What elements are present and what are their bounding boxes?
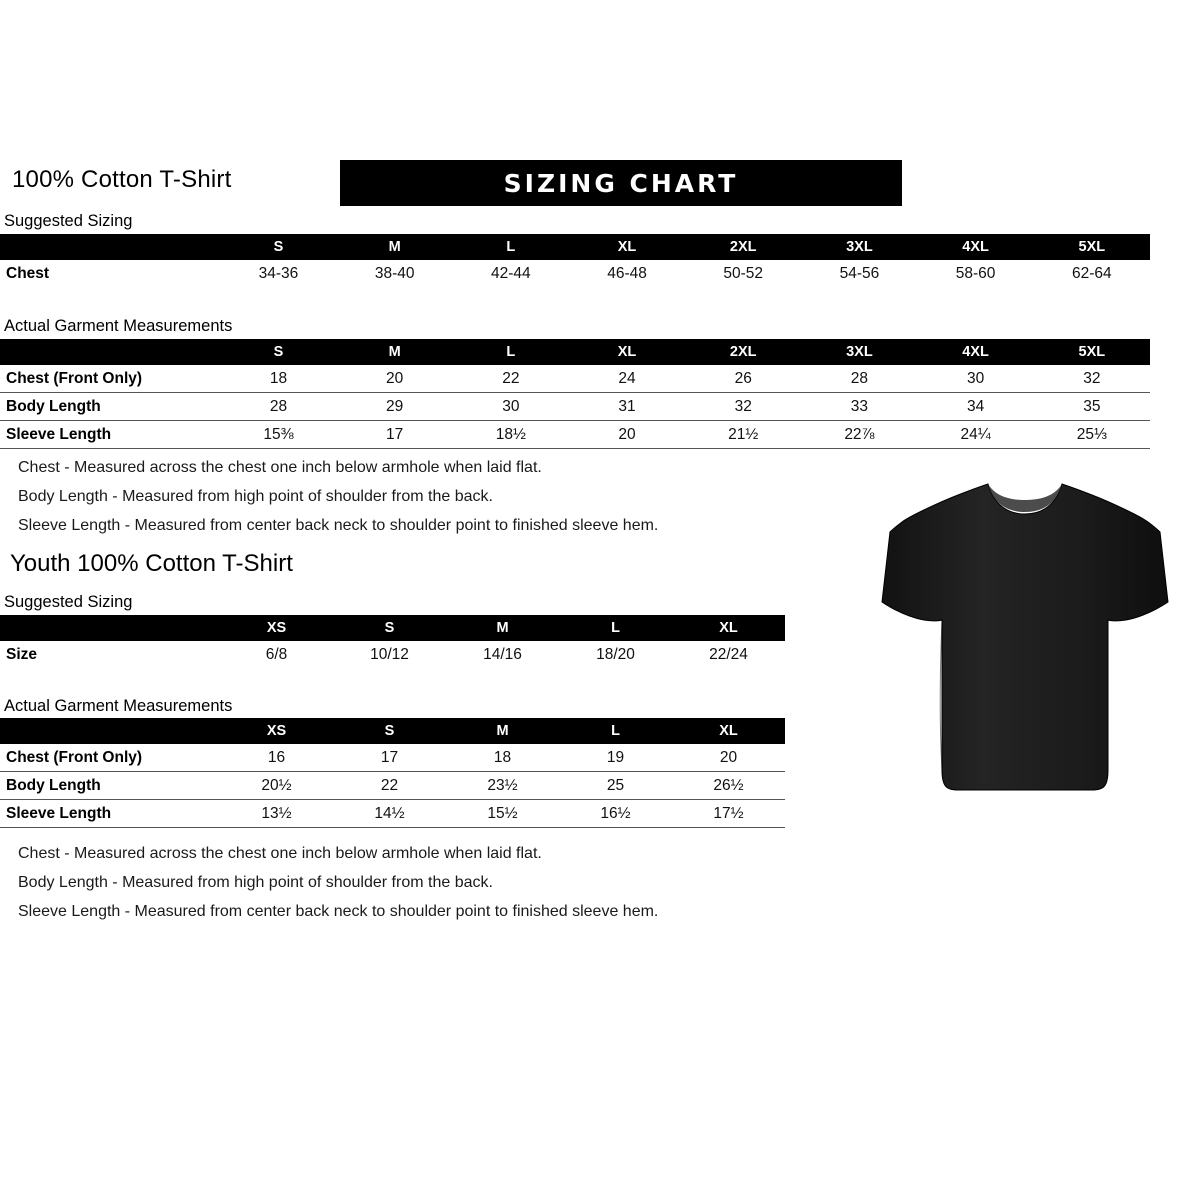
youth-suggested-col-header: M xyxy=(446,615,559,641)
adult-actual-col-header: M xyxy=(337,339,453,365)
youth-actual-cell: 26½ xyxy=(672,772,785,800)
adult-note-sleeve-length: Sleeve Length - Measured from center back neck to shoulder point to finished sleeve hem. xyxy=(18,517,659,534)
youth-suggested-cell: 6/8 xyxy=(265,645,288,663)
table-header-row xyxy=(0,615,785,641)
adult-suggested-cell: 62-64 xyxy=(1072,264,1112,282)
adult-actual-col-header: 2XL xyxy=(685,339,801,365)
youth-actual-cell: 13½ xyxy=(220,800,333,828)
youth-actual-col-header: XS xyxy=(220,718,333,744)
adult-suggested-col-header: L xyxy=(453,234,569,260)
adult-actual-cell: 33 xyxy=(801,393,917,421)
youth-actual-cell: 18 xyxy=(446,744,559,772)
youth-actual-col-header xyxy=(0,718,220,744)
adult-suggested-cell: 58-60 xyxy=(955,264,996,282)
adult-suggested-cell: 54-56 xyxy=(839,264,880,282)
youth-actual-cell: 15½ xyxy=(446,800,559,828)
adult-actual-cell: 32 xyxy=(1034,365,1150,393)
adult-actual-col-header: 4XL xyxy=(918,339,1034,365)
adult-actual-row-label: Sleeve Length xyxy=(0,421,220,449)
adult-actual-cell: 35 xyxy=(1034,393,1150,421)
table-row xyxy=(0,641,785,668)
adult-suggested-sizing-table xyxy=(0,234,1150,287)
table-row xyxy=(0,260,1150,287)
youth-note-body-length: Body Length - Measured from high point of shoulder from the back. xyxy=(18,874,493,891)
table-row xyxy=(0,393,1150,421)
youth-suggested-col-header: S xyxy=(333,615,446,641)
adult-suggested-col-header: 3XL xyxy=(801,234,917,260)
youth-suggested-cell: 10/12 xyxy=(370,645,409,663)
adult-suggested-col-header: M xyxy=(337,234,453,260)
youth-note-sleeve-length: Sleeve Length - Measured from center back neck to shoulder point to finished sleeve hem. xyxy=(18,903,659,920)
youth-actual-cell: 23½ xyxy=(446,772,559,800)
adult-suggested-cell: 38-40 xyxy=(374,264,415,282)
adult-actual-cell: 28 xyxy=(801,365,917,393)
adult-actual-measurements-table xyxy=(0,339,1150,449)
adult-actual-cell: 21½ xyxy=(685,421,801,449)
adult-actual-cell: 20 xyxy=(337,365,453,393)
adult-actual-col-header: XL xyxy=(569,339,685,365)
adult-actual-col-header: S xyxy=(220,339,336,365)
adult-actual-cell: 24 xyxy=(569,365,685,393)
adult-actual-cell: 29 xyxy=(337,393,453,421)
adult-actual-cell: 30 xyxy=(453,393,569,421)
youth-suggested-cell: 18/20 xyxy=(596,645,635,663)
adult-actual-cell: 30 xyxy=(918,365,1034,393)
adult-actual-cell: 22⅞ xyxy=(801,421,917,449)
adult-actual-cell: 34 xyxy=(918,393,1034,421)
adult-note-chest: Chest - Measured across the chest one inch below armhole when laid flat. xyxy=(18,459,542,476)
youth-actual-cell: 20½ xyxy=(220,772,333,800)
youth-actual-cell: 16½ xyxy=(559,800,672,828)
adult-suggested-col-header: 2XL xyxy=(685,234,801,260)
youth-actual-cell: 17½ xyxy=(672,800,785,828)
table-header-row xyxy=(0,339,1150,365)
youth-suggested-caption: Suggested Sizing xyxy=(4,593,133,611)
adult-actual-cell: 26 xyxy=(685,365,801,393)
adult-actual-cell: 28 xyxy=(220,393,336,421)
youth-note-chest: Chest - Measured across the chest one inch below armhole when laid flat. xyxy=(18,845,542,862)
youth-actual-cell: 17 xyxy=(333,744,446,772)
youth-actual-col-header: S xyxy=(333,718,446,744)
table-row xyxy=(0,744,785,772)
adult-actual-cell: 32 xyxy=(685,393,801,421)
adult-suggested-cell: 50-52 xyxy=(723,264,764,282)
table-row xyxy=(0,800,785,828)
adult-actual-cell: 18½ xyxy=(453,421,569,449)
youth-actual-cell: 20 xyxy=(672,744,785,772)
adult-suggested-col-header xyxy=(0,234,220,260)
adult-suggested-row-label: Chest xyxy=(6,264,50,282)
adult-actual-col-header: L xyxy=(453,339,569,365)
adult-actual-row-label: Body Length xyxy=(0,393,220,421)
table-header-row xyxy=(0,718,785,744)
youth-suggested-cell: 14/16 xyxy=(483,645,522,663)
youth-product-title: Youth 100% Cotton T-Shirt xyxy=(10,550,293,577)
product-image-tshirt xyxy=(880,470,1170,820)
tshirt-icon xyxy=(880,470,1170,820)
adult-actual-cell: 25⅓ xyxy=(1034,421,1150,449)
youth-actual-measurements-table xyxy=(0,718,785,828)
youth-actual-row-label: Chest (Front Only) xyxy=(0,744,220,772)
youth-actual-cell: 22 xyxy=(333,772,446,800)
adult-actual-col-header xyxy=(0,339,220,365)
sizing-chart-banner-label: SIZING CHART xyxy=(503,168,739,198)
table-row xyxy=(0,365,1150,393)
youth-suggested-col-header: XS xyxy=(220,615,333,641)
adult-suggested-col-header: 4XL xyxy=(918,234,1034,260)
adult-actual-cell: 31 xyxy=(569,393,685,421)
youth-actual-cell: 16 xyxy=(220,744,333,772)
adult-actual-row-label: Chest (Front Only) xyxy=(0,365,220,393)
adult-suggested-cell: 42-44 xyxy=(491,264,531,282)
adult-suggested-caption: Suggested Sizing xyxy=(4,212,133,230)
youth-actual-cell: 14½ xyxy=(333,800,446,828)
adult-suggested-col-header: S xyxy=(220,234,336,260)
adult-actual-col-header: 3XL xyxy=(801,339,917,365)
youth-actual-caption: Actual Garment Measurements xyxy=(4,697,233,715)
sizing-chart-banner xyxy=(340,160,902,206)
adult-suggested-col-header: 5XL xyxy=(1034,234,1150,260)
adult-actual-cell: 15⅜ xyxy=(220,421,336,449)
adult-product-title: 100% Cotton T-Shirt xyxy=(12,166,232,193)
adult-suggested-col-header: XL xyxy=(569,234,685,260)
adult-actual-cell: 18 xyxy=(220,365,336,393)
youth-suggested-col-header xyxy=(0,615,220,641)
adult-suggested-cell: 34-36 xyxy=(258,264,299,282)
adult-actual-caption: Actual Garment Measurements xyxy=(4,317,233,335)
youth-actual-cell: 19 xyxy=(559,744,672,772)
youth-actual-col-header: XL xyxy=(672,718,785,744)
youth-suggested-col-header: L xyxy=(559,615,672,641)
adult-actual-cell: 17 xyxy=(337,421,453,449)
youth-suggested-row-label: Size xyxy=(6,645,38,663)
youth-actual-row-label: Body Length xyxy=(0,772,220,800)
youth-suggested-cell: 22/24 xyxy=(709,645,748,663)
adult-actual-cell: 20 xyxy=(569,421,685,449)
adult-actual-cell: 22 xyxy=(453,365,569,393)
youth-actual-cell: 25 xyxy=(559,772,672,800)
youth-actual-col-header: M xyxy=(446,718,559,744)
table-row xyxy=(0,421,1150,449)
table-header-row xyxy=(0,234,1150,260)
youth-suggested-sizing-table xyxy=(0,615,785,668)
adult-actual-cell: 24¼ xyxy=(918,421,1034,449)
youth-actual-row-label: Sleeve Length xyxy=(0,800,220,828)
adult-suggested-cell: 46-48 xyxy=(607,264,647,282)
table-row xyxy=(0,772,785,800)
youth-suggested-col-header: XL xyxy=(672,615,785,641)
adult-actual-col-header: 5XL xyxy=(1034,339,1150,365)
adult-note-body-length: Body Length - Measured from high point of shoulder from the back. xyxy=(18,488,493,505)
youth-actual-col-header: L xyxy=(559,718,672,744)
